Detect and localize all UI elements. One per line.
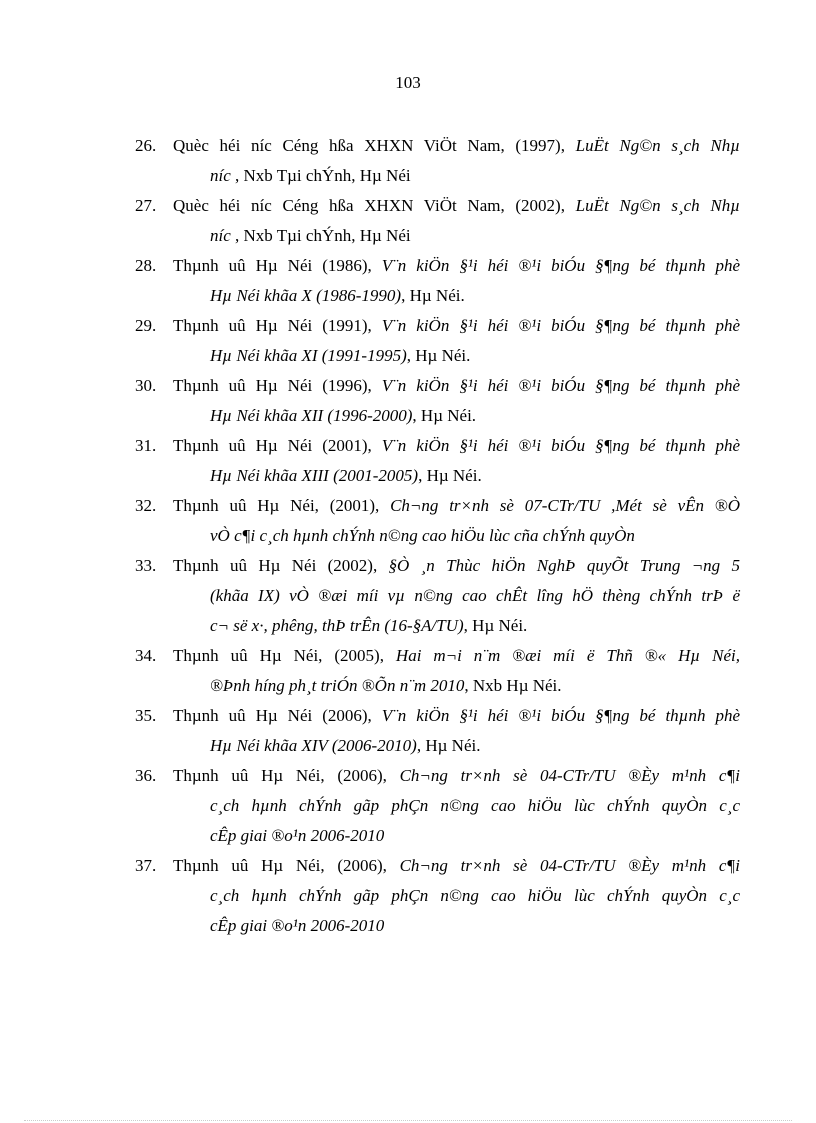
reference-number: 35. — [135, 706, 157, 725]
reference-number: 32. — [135, 496, 157, 515]
reference-number: 36. — [135, 766, 157, 785]
reference-text: Thµnh uû Hµ Néi, (2006), — [173, 856, 400, 875]
reference-title-text: Hµ Néi khãa XIII (2001-2005) — [210, 466, 419, 485]
reference-title-text: Ch¬ng tr×nh sè 07-CTr/TU ,Mét sè vÊn ®Ò — [390, 496, 740, 515]
reference-entry — [0, 251, 816, 311]
reference-line — [173, 431, 740, 461]
reference-line — [210, 581, 740, 611]
reference-text: Thµnh uû Hµ Néi (1986), — [173, 256, 382, 275]
reference-line — [173, 761, 740, 791]
reference-title-text: vÒ c¶i c¸ch hµnh chÝnh n©ng cao hiÖu lùc cña chÝnh quyÒn — [210, 526, 635, 545]
reference-text: Thµnh uû Hµ Néi (1996), — [173, 376, 382, 395]
reference-title-text: LuËt Ng©n s¸ch Nhµ — [575, 136, 741, 155]
reference-line — [173, 371, 740, 401]
reference-line — [210, 341, 740, 371]
reference-title-text: ®Þnh híng ph¸t triÓn ®Õn n¨m 2010 — [210, 676, 465, 695]
reference-line — [173, 491, 740, 521]
reference-text: Thµnh uû Hµ Néi (2002), — [173, 556, 389, 575]
reference-entry — [0, 131, 816, 191]
reference-title-text: níc — [210, 166, 231, 185]
reference-title-text: LuËt Ng©n s¸ch Nhµ — [575, 196, 741, 215]
reference-line — [173, 641, 740, 671]
reference-entry — [0, 431, 816, 491]
reference-line — [173, 131, 740, 161]
reference-text: , Hµ Néi. — [418, 466, 482, 485]
reference-line — [210, 821, 740, 851]
reference-line — [173, 251, 740, 281]
reference-title-text: níc — [210, 226, 231, 245]
reference-line — [210, 791, 740, 821]
reference-number: 31. — [135, 436, 157, 455]
reference-entry — [0, 191, 816, 251]
reference-line — [173, 551, 740, 581]
reference-text: , Hµ Néi. — [463, 616, 528, 635]
reference-number: 34. — [135, 646, 157, 665]
reference-number: 30. — [135, 376, 157, 395]
reference-entry — [0, 371, 816, 431]
reference-line — [210, 881, 740, 911]
reference-number: 28. — [135, 256, 157, 275]
reference-text: , Hµ Néi. — [416, 736, 481, 755]
reference-title-text: §Ò ¸n Thùc hiÖn NghÞ quyÕt Trung ¬ng 5 — [388, 556, 740, 575]
reference-list — [0, 131, 816, 941]
reference-entry — [0, 491, 816, 551]
reference-entry — [0, 641, 816, 701]
reference-title-text: V¨n kiÖn §¹i héi ®¹i biÓu §¶ng bé thµnh phè — [381, 376, 740, 395]
reference-title-text: V¨n kiÖn §¹i héi ®¹i biÓu §¶ng bé thµnh phè — [381, 316, 740, 335]
reference-title-text: Hai m¬i n¨m ®æi míi ë Thñ ®« Hµ Néi, — [395, 646, 740, 665]
reference-number: 33. — [135, 556, 157, 575]
reference-text: , Nxb Tµi chÝnh, Hµ Néi — [230, 226, 411, 245]
reference-line — [173, 191, 740, 221]
reference-title-text: c¸ch hµnh chÝnh gãp phÇn n©ng cao hiÖu lùc chÝnh quyÒn c¸c — [210, 796, 740, 815]
reference-text: Thµnh uû Hµ Néi, (2005), — [173, 646, 396, 665]
reference-title-text: V¨n kiÖn §¹i héi ®¹i biÓu §¶ng bé thµnh phè — [381, 256, 740, 275]
reference-text: Thµnh uû Hµ Néi, (2006), — [173, 766, 400, 785]
reference-text: Thµnh uû Hµ Néi, (2001), — [173, 496, 391, 515]
reference-title-text: Ch¬ng tr×nh sè 04-CTr/TU ®Èy m¹nh c¶i — [399, 766, 740, 785]
reference-line — [210, 911, 740, 941]
reference-line — [210, 611, 740, 641]
reference-title-text: Ch¬ng tr×nh sè 04-CTr/TU ®Èy m¹nh c¶i — [399, 856, 740, 875]
reference-title-text: c¬ së x·, phêng, thÞ trÊn (16-§A/TU) — [210, 616, 464, 635]
reference-title-text: (khãa IX) vÒ ®æi míi vµ n©ng cao chÊt lîng hÖ thèng chÝnh trÞ ë — [210, 586, 740, 605]
reference-text: Thµnh uû Hµ Néi (1991), — [173, 316, 382, 335]
page-number: 103 — [395, 73, 421, 92]
reference-text: Thµnh uû Hµ Néi (2001), — [173, 436, 382, 455]
reference-text: , Hµ Néi. — [401, 286, 465, 305]
reference-text: Thµnh uû Hµ Néi (2006), — [173, 706, 382, 725]
reference-line — [210, 401, 740, 431]
reference-line — [210, 521, 740, 551]
reference-text: Quèc héi níc Céng hßa XHXN ViÖt Nam, (2002), — [173, 196, 576, 215]
page-bottom-rule — [24, 1120, 792, 1121]
reference-line — [210, 461, 740, 491]
reference-title-text: cÊp giai ®o¹n 2006-2010 — [210, 826, 385, 845]
reference-line — [210, 731, 740, 761]
reference-entry — [0, 761, 816, 851]
reference-title-text: Hµ Néi khãa XI (1991-1995) — [210, 346, 407, 365]
reference-entry — [0, 701, 816, 761]
reference-line — [210, 161, 740, 191]
reference-entry — [0, 551, 816, 641]
reference-text: , Hµ Néi. — [406, 346, 471, 365]
reference-line — [173, 701, 740, 731]
reference-line — [210, 221, 740, 251]
reference-title-text: cÊp giai ®o¹n 2006-2010 — [210, 916, 385, 935]
reference-text: , Hµ Néi. — [412, 406, 477, 425]
reference-number: 29. — [135, 316, 157, 335]
reference-number: 27. — [135, 196, 157, 215]
reference-text: Quèc héi níc Céng hßa XHXN ViÖt Nam, (1997), — [173, 136, 576, 155]
reference-title-text: Hµ Néi khãa X (1986-1990) — [210, 286, 402, 305]
reference-title-text: V¨n kiÖn §¹i héi ®¹i biÓu §¶ng bé thµnh phè — [381, 706, 740, 725]
reference-title-text: c¸ch hµnh chÝnh gãp phÇn n©ng cao hiÖu lùc chÝnh quyÒn c¸c — [210, 886, 740, 905]
reference-text: , Nxb Hµ Néi. — [464, 676, 562, 695]
reference-entry — [0, 311, 816, 371]
reference-line — [210, 281, 740, 311]
reference-line — [173, 851, 740, 881]
reference-line — [210, 671, 740, 701]
reference-title-text: Hµ Néi khãa XIV (2006-2010) — [210, 736, 417, 755]
reference-number: 37. — [135, 856, 157, 875]
reference-title-text: V¨n kiÖn §¹i héi ®¹i biÓu §¶ng bé thµnh phè — [381, 436, 740, 455]
reference-number: 26. — [135, 136, 157, 155]
reference-text: , Nxb Tµi chÝnh, Hµ Néi — [230, 166, 411, 185]
reference-title-text: Hµ Néi khãa XII (1996-2000) — [210, 406, 413, 425]
reference-entry — [0, 851, 816, 941]
reference-line — [173, 311, 740, 341]
